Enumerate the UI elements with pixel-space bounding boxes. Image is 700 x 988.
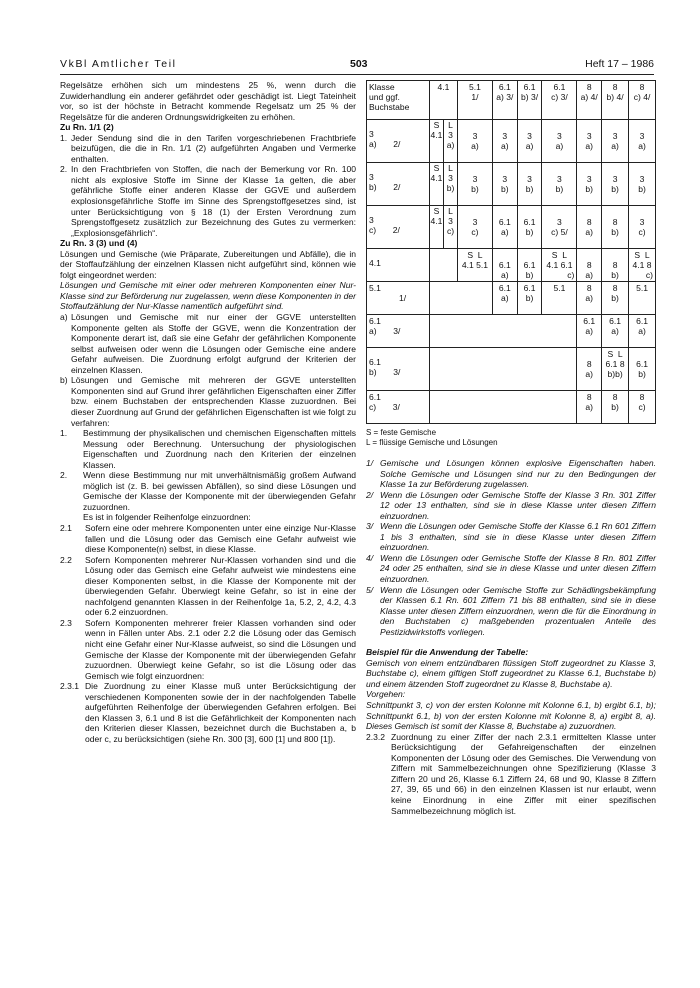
table-cell: 3 a) bbox=[542, 120, 577, 163]
col-head: 8 b) 4/ bbox=[602, 81, 629, 120]
list-item: 2.3 Sofern Komponenten mehrerer freier Klassen vorhanden sind oder wenn in Fällen unter Abs. 2.1 oder 2.2 die Lösung oder das Gemisch nicht eine Gefahr einer Nur-Klasse aufweist, so sind die Lösungen und Gemische der Klasse der Komponente mit der überwiegenden Gefahr zuzuordnen. Überwiegt keine Gefahr, so ist die Lösung oder das Gemisch wie folgt einzuordnen: bbox=[60, 617, 356, 681]
table-cell: 3 b) bbox=[629, 163, 656, 206]
table-cell: S L 4.1 8 c) bbox=[629, 249, 656, 282]
legend-l: L = flüssige Gemische und Lösungen bbox=[366, 438, 498, 447]
row-head: 4.1 bbox=[367, 249, 430, 282]
table-cell: 6.1 a) bbox=[577, 315, 602, 348]
col-head: 6.1 c) 3/ bbox=[542, 81, 577, 120]
table-cell: 8 b) bbox=[602, 206, 629, 249]
table-cell: S 4.1 bbox=[430, 120, 444, 163]
row-head: 6.1 a) 3/ bbox=[367, 315, 430, 348]
table-cell: 6.1 b) bbox=[517, 249, 542, 282]
table-cell: 3 a) bbox=[517, 120, 542, 163]
table-cell: 6.1 a) bbox=[492, 282, 517, 315]
col-head: 5.1 1/ bbox=[458, 81, 493, 120]
table-cell: 3 b) bbox=[458, 163, 493, 206]
table-cell bbox=[430, 249, 458, 282]
col-head: 6.1 b) 3/ bbox=[517, 81, 542, 120]
table-cell: 3 c) 5/ bbox=[542, 206, 577, 249]
table-cell: 8 a) bbox=[577, 391, 602, 424]
table-legend bbox=[366, 428, 656, 448]
col-head: 8 a) 4/ bbox=[577, 81, 602, 120]
table-cell: 3 a) bbox=[458, 120, 493, 163]
table-row bbox=[367, 163, 656, 206]
table-cell: S L 4.1 5.1 bbox=[458, 249, 493, 282]
page-header bbox=[60, 58, 654, 74]
example-paragraph: Gemisch von einem entzündbaren flüssigen Stoff zugeordnet zu Klasse 3, Buchstabe c), einem giftigen Stoff zugeordnet zu Klasse 6.1, Buchstabe b) und einem ätzenden Stoff zugeordnet zu Klasse 8, Buchstabe a). bbox=[366, 657, 656, 689]
row-head: 5.1 1/ bbox=[367, 282, 430, 315]
footnote: 3/ Wenn die Lösungen oder Gemische Stoffe der Klasse 6.1 Rn 601 Ziffern 1 bis 3 enthalten, sind sie in diese Klasse unter diesen Ziffern einzuordnen. bbox=[366, 521, 656, 553]
table-cell: 8 a) bbox=[577, 282, 602, 315]
left-column bbox=[60, 80, 356, 744]
right-column bbox=[366, 80, 656, 816]
table-cell: 8 b) bbox=[602, 249, 629, 282]
row-head: 6.1 b) 3/ bbox=[367, 348, 430, 391]
table-cell: 6.1 a) bbox=[492, 249, 517, 282]
paragraph: Lösungen und Gemische (wie Präparate, Zubereitungen und Abfälle), die in der Stoffaufzählung der einzelnen Klassen nicht aufgeführt sind, können wie folgt eingeordnet werden: bbox=[60, 248, 356, 280]
table-cell bbox=[430, 315, 577, 348]
list-item: 2.2 Sofern Komponenten mehrerer Nur-Klassen vorhanden sind und die Lösung oder das Gemisch eine Gefahr aufweist wie mindestens eine dieser Komponenten selbst, in die Klasse der Komponente mit der überwiegenden Gefahr. Überwiegt keine Gefahr, so ist in eine der nachfolgend genannten Klassen in der Reihenfolge 1a, 5.2, 2, 4.2, 4.3 oder 6.2 einzuordnen. bbox=[60, 554, 356, 618]
table-cell: 3 b) bbox=[577, 163, 602, 206]
row-head: 3 c) 2/ bbox=[367, 206, 430, 249]
table-cell: L 3 a) bbox=[444, 120, 458, 163]
table-cell: 6.1 a) bbox=[492, 206, 517, 249]
list-item: 2. Wenn diese Bestimmung nur mit unverhältnismäßig großem Aufwand möglich ist (z. B. bei gewissen Abfällen), so sind diese Lösungen und Gemische der Klasse der Komponente mit der überwiegenden Gefahr zuzuordnen. bbox=[60, 470, 356, 512]
list-item: b) Lösungen und Gemische mit mehreren der GGVE unterstellten Komponenten sind auf Grund ihrer gefährlichen Eigenschaften einer Ziffer bzw. einem Buchstaben der entsprechenden Klasse zuzuordnen. Bei dieser Zuordnung auf Grund der gefährlichen Eigenschaften ist wie folgt zu verfahren: bbox=[60, 375, 356, 428]
table-cell: 6.1 b) bbox=[517, 206, 542, 249]
table-cell: 3 b) bbox=[517, 163, 542, 206]
table-cell: L 3 c) bbox=[444, 206, 458, 249]
list-item: 2.1 Sofern eine oder mehrere Komponenten unter eine einzige Nur-Klasse fallen und die Lösung oder das Gemisch eine Gefahr aufweist wie diese Komponente(n) selbst, in diese Klasse. bbox=[60, 522, 356, 555]
table-cell: 3 a) bbox=[492, 120, 517, 163]
list-item: 2.3.2 Zuordnung zu einer Ziffer der nach 2.3.1 ermittelten Klasse unter Berücksichtigung der Gefahreigenschaften der einzelnen Komponenten der Lösung oder des Gemisches. Die Verwendung von Ziffern mit Sammelbezeichnungen ohne Spezifizierung (Klasse 3 Ziffern 20 und 26, Klasse 6.1 Ziffern 24, 68 und 90, Klasse 8 Ziffern 27, 39, 65 und 66) in den einzelnen Klassen ist nur erlaubt, wenn keine Einordnung in eine Ziffer mit einer spezifischen Sammelbezeichnung möglich ist. bbox=[366, 731, 656, 816]
row-head: 6.1 c) 3/ bbox=[367, 391, 430, 424]
table-cell: 3 b) bbox=[602, 163, 629, 206]
table-cell: 8 a) bbox=[577, 348, 602, 391]
col-head: 6.1 a) 3/ bbox=[492, 81, 517, 120]
example-paragraph: Vorgehen: bbox=[366, 689, 406, 700]
table-cell: 3 c) bbox=[629, 206, 656, 249]
table-cell: 8 a) bbox=[577, 249, 602, 282]
footnote: 5/ Wenn die Lösungen oder Gemische Stoffe zur Schädlingsbekämpfung der Klassen 6.1 Rn. 601 Ziffern 71 bis 88 enthalten, sind sie in diese Klasse unter diesen Ziffern einzuordnen, wenn die für die Einordnung in den Buchstaben c) maßgebenden prozentualen Anteile des Pestizidwirkstoffs vorliegen. bbox=[366, 584, 656, 637]
list-item: 2. In den Frachtbriefen von Stoffen, die nach der Bemerkung vor Rn. 100 nicht als explosive Stoffe im Sinne der Klasse 1a gelten, die aber gefährliche Stoffe einer anderen Klasse der GGVE und außerdem explosionsgefährliche Stoffe im Sinne des Sprengstoffgesetzes sind, ist unter Berücksichtigung von § 18 (1) der Ersten Verordnung zum Sprengstoffgesetz zusätzlich zur Bezeichnung des Gutes zu vermerken: „Explosionsgefährlich“. bbox=[60, 164, 356, 238]
list-item: 1. Jeder Sendung sind die in den Tarifen vorgeschriebenen Frachtbriefe beizufügen, die die in Rn. 1/1 (2) aufgeführten Angaben und Vermerke enthalten. bbox=[60, 132, 356, 164]
paragraph: Es ist in folgender Reihenfolge einzuordnen: bbox=[83, 512, 251, 523]
list-item: a) Lösungen und Gemische mit nur einer der GGVE unterstellten Komponente gelten als Stoffe der GGVE, wenn die Konzentration der Komponente derart ist, daß sie eine Gefahr der gefährlichen Komponente selbst aufweisen oder wenn die Lösungen oder Gemische eine andere Gefahr aufweisen. Die Zuordnung erfolgt aufgrund der Kriterien der einzelnen Klassen. bbox=[60, 312, 356, 375]
header-rule bbox=[60, 74, 654, 75]
table-cell: 3 c) bbox=[458, 206, 493, 249]
table-corner: Klasse und ggf. Buchstabe bbox=[367, 81, 430, 120]
section-heading-rn3: Zu Rn. 3 (3) und (4) bbox=[60, 238, 138, 249]
table-cell: 3 b) bbox=[542, 163, 577, 206]
table-row bbox=[367, 348, 656, 391]
row-head: 3 b) 2/ bbox=[367, 163, 430, 206]
table-header-row bbox=[367, 81, 656, 120]
journal-title: VkBl Amtlicher Teil bbox=[60, 58, 177, 70]
table-row bbox=[367, 315, 656, 348]
table-cell bbox=[430, 282, 493, 315]
classification-table bbox=[366, 80, 656, 424]
example-heading: Beispiel für die Anwendung der Tabelle: bbox=[366, 647, 529, 658]
example-paragraph: Schnittpunkt 3, c) von der ersten Kolonne mit Kolonne 6.1, b) ergibt 6.1, b); Schnittpunkt 6.1, b) von der ersten Kolonne mit Kolonne 8, a) ergibt 8, a). Dieses Gemisch ist somit der Klasse 8, Buchstabe a) zuzuordnen. bbox=[366, 700, 656, 732]
table-cell: 6.1 a) bbox=[629, 315, 656, 348]
table-row bbox=[367, 206, 656, 249]
table-cell: S 4.1 bbox=[430, 206, 444, 249]
table-cell: S L 4.1 6.1 c) bbox=[542, 249, 577, 282]
table-cell: 8 c) bbox=[629, 391, 656, 424]
table-cell: 3 a) bbox=[602, 120, 629, 163]
table-cell bbox=[430, 391, 577, 424]
issue-label: Heft 17 – 1986 bbox=[585, 58, 654, 70]
table-cell: 3 b) bbox=[492, 163, 517, 206]
col-head: 8 c) 4/ bbox=[629, 81, 656, 120]
legend-s: S = feste Gemische bbox=[366, 428, 437, 437]
footnote: 1/ Gemische und Lösungen können explosive Eigenschaften haben. Solche Gemische und Lösungen sind nur zu den Bedingungen der Klasse 1a zur Beförderung zugelassen. bbox=[366, 458, 656, 490]
table-cell: 5.1 bbox=[629, 282, 656, 315]
footnote: 2/ Wenn die Lösungen oder Gemische Stoffe der Klasse 3 Rn. 301 Ziffer 12 oder 13 enthalten, sind sie in diese Klasse unter diesen Ziffern einzuordnen. bbox=[366, 489, 656, 521]
table-cell: 6.1 a) bbox=[602, 315, 629, 348]
table-cell: L 3 b) bbox=[444, 163, 458, 206]
table-cell bbox=[430, 348, 577, 391]
section-heading-rn1: Zu Rn. 1/1 (2) bbox=[60, 122, 114, 133]
table-row bbox=[367, 282, 656, 315]
table-cell: S 4.1 bbox=[430, 163, 444, 206]
page-number: 503 bbox=[350, 58, 368, 70]
table-row bbox=[367, 120, 656, 163]
table-cell: 6.1 b) bbox=[629, 348, 656, 391]
table-cell: S L 6.1 8 b)b) bbox=[602, 348, 629, 391]
table-cell: 8 b) bbox=[602, 282, 629, 315]
col-head: 4.1 bbox=[430, 81, 458, 120]
list-item: 1. Bestimmung der physikalischen und chemischen Eigenschaften mittels Messung oder Berechnung. Untersuchung der physiologischen Eigenschaften und Zuordnung nach den Kriterien der einzelnen Klassen. bbox=[60, 428, 356, 470]
table-cell: 3 a) bbox=[577, 120, 602, 163]
table-row bbox=[367, 391, 656, 424]
row-head: 3 a) 2/ bbox=[367, 120, 430, 163]
table-cell: 5.1 bbox=[542, 282, 577, 315]
table-row bbox=[367, 249, 656, 282]
table-cell: 6.1 b) bbox=[517, 282, 542, 315]
footnote: 4/ Wenn die Lösungen oder Gemische Stoffe der Klasse 8 Rn. 801 Ziffer 24 oder 25 enthalten, sind sie in diese Klasse und unter diesen Ziffern einzuordnen. bbox=[366, 552, 656, 585]
table-cell: 8 a) bbox=[577, 206, 602, 249]
table-cell: 8 b) bbox=[602, 391, 629, 424]
list-item: 2.3.1 Die Zuordnung zu einer Klasse muß unter Berücksichtigung der verschiedenen Komponenten sowie der in der nachfolgenden Tabelle aufgeführten Reihenfolge der überwiegenden Gefahren erfolgen. Bei den Klassen 3, 6.1 und 8 ist die Gefährlichkeit der Komponenten nach den Kriterien dieser Klassen, bezeichnet durch die Buchstaben a, b oder c, zu berücksichtigen (siehe Rn. 300 [3], 600 [1] und 800 [1]). bbox=[60, 681, 356, 744]
table-cell: 3 a) bbox=[629, 120, 656, 163]
italic-paragraph: Lösungen und Gemische mit einer oder mehreren Komponenten einer Nur-Klasse sind zur Beförderung nur zugelassen, wenn diese Komponenten in der Stoffaufzählung der Nur-Klasse namentlich aufgeführt sind. bbox=[60, 280, 356, 312]
intro-paragraph: Regelsätze erhöhen sich um mindestens 25 %, wenn durch die Zuwiderhandlung ein anderer gefährdet oder geschädigt ist. Liegt Tateinheit vor, so ist der höchste in Betracht kommende Regelsatz um 25 % der Regelsätze für die anderen Ordnungswidrigkeiten zu erhöhen. bbox=[60, 80, 356, 122]
